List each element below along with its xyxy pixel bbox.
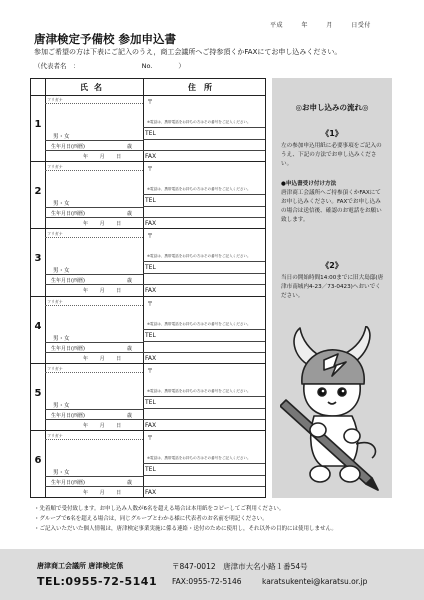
row-divider — [143, 352, 265, 353]
row-divider — [143, 150, 265, 151]
row-divider — [143, 273, 265, 274]
row-divider — [143, 217, 265, 218]
date-units-label: 年 月 日 — [83, 288, 122, 295]
date-units-label: 年 月 日 — [83, 355, 122, 362]
birthdate-label: 生年月日(西暦) — [51, 144, 85, 150]
era-label: 平成 — [270, 22, 284, 29]
fax-label: FAX — [145, 489, 157, 496]
note-item: ・先着順で受付致します。お申し込み人数が6名を超える場合は本用紙をコピーしてご利用ください。 — [34, 506, 285, 512]
phone-note: ※電話は、携帯電話をお持ちの方はその番号をご記入ください。 — [147, 120, 251, 124]
table-header — [31, 79, 265, 96]
furigana-divider — [45, 439, 143, 440]
row-divider — [143, 408, 265, 409]
note-item: ・ご記入いただいた個人情報は，唐津検定事業実施に係る連絡・送付のために使用し，それ以外の目的には使用しません。 — [34, 526, 337, 532]
postal-mark: 〒 — [147, 435, 154, 442]
gender-label: 男・女 — [53, 335, 70, 342]
fax-label: FAX — [145, 354, 157, 362]
rep-number-label: No. ） — [141, 62, 185, 70]
row-divider — [45, 140, 143, 141]
phone-note: ※電話は、携帯電話をお持ちの方はその番号をご記入ください。 — [147, 388, 251, 393]
intro-text: 参加ご希望の方は下表にご記入のうえ，商工会議所へご持参頂くかFAXにてお申し込みください。 — [34, 48, 342, 56]
row-divider — [45, 274, 143, 275]
row-divider — [45, 409, 143, 410]
furigana-label: フリガナ — [47, 231, 63, 237]
furigana-label: フリガナ — [47, 164, 63, 170]
postal-mark: 〒 — [147, 233, 154, 241]
flow-panel — [272, 78, 392, 498]
fax-label: FAX — [145, 153, 157, 160]
step-1-heading: 《1》 — [321, 129, 343, 138]
entry-number: 1 — [34, 119, 42, 130]
row-divider — [143, 396, 265, 397]
step-2-text: 当日の開始時間14:00までに旧大島邸(唐津市南城内4-23／73-0423)へおいでください。 — [281, 275, 384, 299]
row-divider — [143, 206, 265, 207]
row-divider — [143, 419, 265, 420]
fax-label: FAX — [145, 287, 157, 295]
birthdate-label: 生年月日(西暦) — [51, 211, 85, 218]
phone-note: ※電話は、携帯電話をお持ちの方はその番号をご記入ください。 — [147, 456, 251, 460]
row-divider — [143, 284, 265, 285]
entry-number: 2 — [34, 186, 42, 198]
age-label: 歳 — [127, 412, 133, 419]
table-row — [31, 297, 265, 364]
birthdate-label: 生年月日(西暦) — [51, 480, 85, 486]
row-divider — [45, 476, 143, 477]
age-label: 歳 — [127, 211, 133, 218]
furigana-label: フリガナ — [47, 298, 63, 304]
gender-label: 男・女 — [53, 134, 70, 140]
tel-label: TEL — [145, 398, 156, 406]
postal-mark: 〒 — [147, 300, 154, 308]
row-divider — [143, 139, 265, 140]
column-name: 氏名 — [80, 83, 108, 92]
tel-label: TEL — [145, 466, 156, 473]
rep-label: （代表者名 ： — [34, 62, 80, 70]
row-divider — [143, 261, 265, 262]
step-1-text: 左の参加申込用紙に必要事項をご記入のうえ、下記の方法でお申し込みください。 — [281, 143, 382, 167]
phone-note: ※電話は、携帯電話をお持ちの方はその番号をご記入ください。 — [147, 321, 251, 326]
fax-label: FAX — [145, 220, 157, 228]
footer-address: 〒847-0012 唐津市大名小路１番54号 — [172, 562, 308, 571]
furigana-label: フリガナ — [47, 365, 63, 371]
furigana-divider — [45, 237, 143, 238]
month-label: 月 — [326, 22, 333, 29]
table-row — [31, 229, 265, 296]
date-units-label: 年 月 日 — [83, 154, 122, 160]
phone-note: ※電話は、携帯電話をお持ちの方はその番号をご記入ください。 — [147, 187, 251, 192]
receipt-date — [270, 20, 387, 29]
fax-label: FAX — [145, 421, 157, 429]
gender-label: 男・女 — [53, 268, 70, 275]
row-divider — [45, 486, 143, 487]
tel-label: TEL — [145, 130, 156, 137]
entry-number: 3 — [34, 253, 42, 265]
tel-label: TEL — [145, 331, 156, 339]
row-divider — [143, 341, 265, 342]
footer — [0, 549, 424, 600]
row-divider — [45, 150, 143, 151]
note-item: ・グループで6名を超える場合は，同じグループとわかる様に代表者のお名前を明記ください。 — [34, 516, 268, 522]
birthdate-label: 生年月日(西暦) — [51, 278, 85, 285]
row-divider — [45, 419, 143, 420]
representative-line — [34, 61, 185, 70]
entry-number: 4 — [34, 320, 42, 332]
row-divider — [143, 463, 265, 464]
gender-label: 男・女 — [53, 201, 70, 208]
entry-number: 5 — [34, 387, 42, 399]
furigana-divider — [45, 372, 143, 373]
entry-number: 6 — [34, 455, 42, 466]
furigana-divider — [45, 103, 143, 104]
postal-mark: 〒 — [147, 166, 154, 174]
birthdate-label: 生年月日(西暦) — [51, 345, 85, 352]
tel-label: TEL — [145, 197, 156, 205]
tel-label: TEL — [145, 264, 156, 272]
row-divider — [143, 194, 265, 195]
flow-title: ◎お申し込みの流れ◎ — [295, 103, 369, 112]
birthdate-label: 生年月日(西暦) — [51, 412, 85, 419]
day-label: 日受付 — [351, 22, 371, 29]
column-address: 住所 — [188, 83, 220, 92]
date-units-label: 年 月 日 — [83, 422, 122, 429]
row-divider — [143, 475, 265, 476]
method-title: ●申込書受け付け方法 — [281, 181, 337, 187]
postal-mark: 〒 — [147, 99, 154, 106]
age-label: 歳 — [127, 278, 133, 285]
footer-phone: TEL:0955-72-5141 — [37, 575, 158, 588]
postal-mark: 〒 — [147, 367, 154, 375]
application-table — [30, 78, 266, 498]
phone-note: ※電話は、携帯電話をお持ちの方はその番号をご記入ください。 — [147, 254, 251, 259]
furigana-divider — [45, 170, 143, 171]
page-title: 唐津検定予備校 参加申込書 — [34, 32, 177, 46]
gender-label: 男・女 — [53, 402, 70, 409]
method-text: 唐津商工会議所へご持参頂くかFAXにてお申し込みください。FAXでお申し込みの場合は送信後、確認のお電話をお願い致します。 — [281, 190, 382, 223]
table-row — [31, 431, 265, 498]
age-label: 歳 — [127, 345, 133, 352]
row-divider — [45, 217, 143, 218]
table-row — [31, 95, 265, 162]
footer-fax: FAX:0955-72-5146 — [172, 577, 242, 586]
year-label: 年 — [301, 22, 308, 29]
age-label: 歳 — [127, 480, 133, 486]
samurai-helmet-cat-mascot-icon — [280, 326, 386, 496]
row-divider — [45, 352, 143, 353]
date-units-label: 年 月 日 — [83, 490, 122, 496]
date-units-label: 年 月 日 — [83, 221, 122, 228]
footer-email[interactable]: karatsukentei@karatsu.or.jp — [262, 577, 368, 586]
furigana-divider — [45, 305, 143, 306]
step-2-heading: 《2》 — [321, 261, 343, 270]
row-divider — [143, 329, 265, 330]
age-label: 歳 — [127, 144, 133, 150]
footer-org-name: 唐津商工会議所 唐津検定係 — [37, 562, 124, 570]
row-divider — [45, 284, 143, 285]
row-divider — [45, 342, 143, 343]
furigana-label: フリガナ — [47, 97, 63, 102]
furigana-label: フリガナ — [47, 433, 63, 438]
row-divider — [143, 486, 265, 487]
row-divider — [45, 207, 143, 208]
gender-label: 男・女 — [53, 470, 70, 476]
notes-list — [34, 504, 337, 534]
table-row — [31, 364, 265, 431]
row-divider — [143, 127, 265, 128]
table-row — [31, 162, 265, 229]
